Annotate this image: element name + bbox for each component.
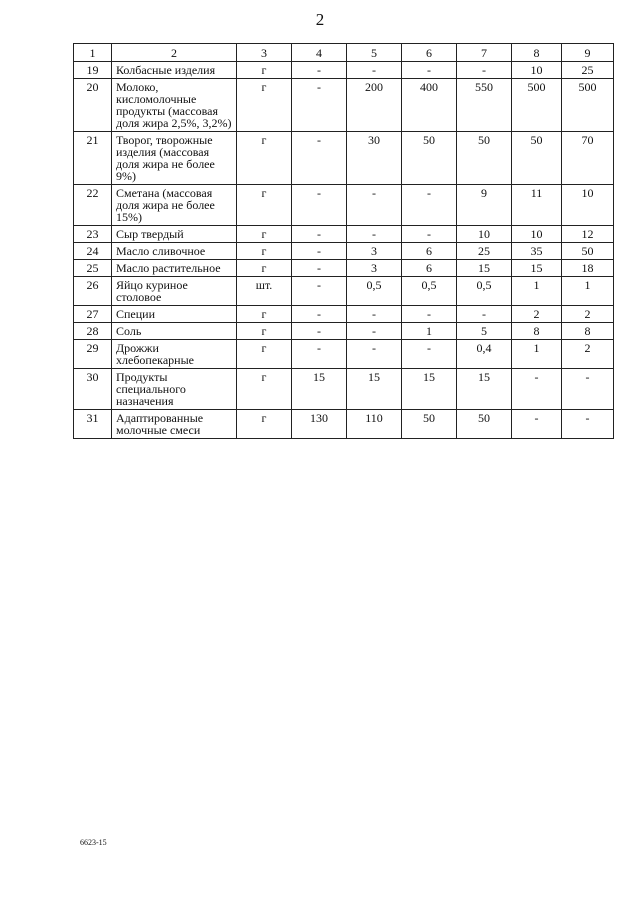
unit-cell: шт. bbox=[237, 277, 292, 306]
value-cell: - bbox=[292, 132, 347, 185]
value-cell: 2 bbox=[562, 340, 614, 369]
value-cell: - bbox=[402, 62, 457, 79]
value-cell: 50 bbox=[562, 243, 614, 260]
row-number-cell: 24 bbox=[74, 243, 112, 260]
product-name-cell: Сметана (массовая доля жира не более 15%) bbox=[112, 185, 237, 226]
row-number-cell: 21 bbox=[74, 132, 112, 185]
row-number-cell: 23 bbox=[74, 226, 112, 243]
header-cell: 2 bbox=[112, 44, 237, 62]
value-cell: 18 bbox=[562, 260, 614, 277]
value-cell: - bbox=[347, 306, 402, 323]
unit-cell: г bbox=[237, 62, 292, 79]
table-row bbox=[74, 243, 614, 260]
unit-cell: г bbox=[237, 306, 292, 323]
value-cell: 15 bbox=[457, 369, 512, 410]
product-name-cell: Продукты специального назначения bbox=[112, 369, 237, 410]
header-cell: 4 bbox=[292, 44, 347, 62]
value-cell: 130 bbox=[292, 410, 347, 439]
product-name-cell: Масло сливочное bbox=[112, 243, 237, 260]
product-name-cell: Соль bbox=[112, 323, 237, 340]
value-cell: 6 bbox=[402, 243, 457, 260]
unit-cell: г bbox=[237, 226, 292, 243]
header-cell: 6 bbox=[402, 44, 457, 62]
header-cell: 9 bbox=[562, 44, 614, 62]
table-row bbox=[74, 185, 614, 226]
value-cell: - bbox=[512, 410, 562, 439]
value-cell: 1 bbox=[562, 277, 614, 306]
product-name-cell: Колбасные изделия bbox=[112, 62, 237, 79]
document-code: 6623-15 bbox=[80, 838, 107, 847]
value-cell: - bbox=[347, 323, 402, 340]
value-cell: 550 bbox=[457, 79, 512, 132]
value-cell: 0,5 bbox=[402, 277, 457, 306]
value-cell: - bbox=[292, 62, 347, 79]
row-number-cell: 28 bbox=[74, 323, 112, 340]
value-cell: 5 bbox=[457, 323, 512, 340]
value-cell: - bbox=[292, 340, 347, 369]
unit-cell: г bbox=[237, 243, 292, 260]
row-number-cell: 19 bbox=[74, 62, 112, 79]
value-cell: 30 bbox=[347, 132, 402, 185]
value-cell: - bbox=[292, 323, 347, 340]
unit-cell: г bbox=[237, 132, 292, 185]
value-cell: 15 bbox=[402, 369, 457, 410]
value-cell: 50 bbox=[457, 132, 512, 185]
value-cell: - bbox=[402, 226, 457, 243]
unit-cell: г bbox=[237, 410, 292, 439]
product-name-cell: Сыр твердый bbox=[112, 226, 237, 243]
value-cell: 50 bbox=[402, 132, 457, 185]
table-row bbox=[74, 306, 614, 323]
row-number-cell: 25 bbox=[74, 260, 112, 277]
value-cell: - bbox=[402, 185, 457, 226]
row-number-cell: 26 bbox=[74, 277, 112, 306]
row-number-cell: 31 bbox=[74, 410, 112, 439]
value-cell: - bbox=[347, 185, 402, 226]
value-cell: - bbox=[292, 185, 347, 226]
value-cell: 15 bbox=[292, 369, 347, 410]
header-cell: 7 bbox=[457, 44, 512, 62]
value-cell: 50 bbox=[402, 410, 457, 439]
value-cell: 15 bbox=[347, 369, 402, 410]
header-cell: 5 bbox=[347, 44, 402, 62]
value-cell: 35 bbox=[512, 243, 562, 260]
value-cell: 2 bbox=[562, 306, 614, 323]
value-cell: - bbox=[402, 340, 457, 369]
product-name-cell: Яйцо куриное столовое bbox=[112, 277, 237, 306]
value-cell: 25 bbox=[562, 62, 614, 79]
value-cell: 8 bbox=[562, 323, 614, 340]
unit-cell: г bbox=[237, 185, 292, 226]
value-cell: 110 bbox=[347, 410, 402, 439]
value-cell: - bbox=[292, 306, 347, 323]
unit-cell: г bbox=[237, 340, 292, 369]
value-cell: - bbox=[292, 277, 347, 306]
value-cell: 11 bbox=[512, 185, 562, 226]
value-cell: 3 bbox=[347, 260, 402, 277]
value-cell: 400 bbox=[402, 79, 457, 132]
header-cell: 1 bbox=[74, 44, 112, 62]
value-cell: 200 bbox=[347, 79, 402, 132]
product-name-cell: Дрожжи хлебопекарные bbox=[112, 340, 237, 369]
value-cell: 70 bbox=[562, 132, 614, 185]
row-number-cell: 27 bbox=[74, 306, 112, 323]
table-row bbox=[74, 226, 614, 243]
unit-cell: г bbox=[237, 369, 292, 410]
unit-cell: г bbox=[237, 260, 292, 277]
page-number: 2 bbox=[315, 10, 325, 29]
value-cell: - bbox=[292, 243, 347, 260]
unit-cell: г bbox=[237, 323, 292, 340]
value-cell: 8 bbox=[512, 323, 562, 340]
value-cell: 1 bbox=[512, 277, 562, 306]
table-row bbox=[74, 79, 614, 132]
header-cell: 3 bbox=[237, 44, 292, 62]
value-cell: 10 bbox=[457, 226, 512, 243]
header-cell: 8 bbox=[512, 44, 562, 62]
value-cell: 15 bbox=[512, 260, 562, 277]
value-cell: 10 bbox=[512, 226, 562, 243]
value-cell: - bbox=[292, 79, 347, 132]
table-row bbox=[74, 369, 614, 410]
value-cell: - bbox=[562, 369, 614, 410]
table-row bbox=[74, 132, 614, 185]
value-cell: 0,4 bbox=[457, 340, 512, 369]
value-cell: 15 bbox=[457, 260, 512, 277]
table-header-row bbox=[74, 44, 614, 62]
value-cell: 9 bbox=[457, 185, 512, 226]
table-row bbox=[74, 277, 614, 306]
row-number-cell: 29 bbox=[74, 340, 112, 369]
unit-cell: г bbox=[237, 79, 292, 132]
value-cell: - bbox=[347, 340, 402, 369]
value-cell: 2 bbox=[512, 306, 562, 323]
value-cell: - bbox=[292, 260, 347, 277]
value-cell: - bbox=[562, 410, 614, 439]
value-cell: - bbox=[457, 62, 512, 79]
product-name-cell: Адаптированные молочные смеси bbox=[112, 410, 237, 439]
value-cell: - bbox=[457, 306, 512, 323]
value-cell: 500 bbox=[512, 79, 562, 132]
value-cell: - bbox=[347, 226, 402, 243]
table-row bbox=[74, 62, 614, 79]
value-cell: 0,5 bbox=[347, 277, 402, 306]
value-cell: 50 bbox=[512, 132, 562, 185]
value-cell: 12 bbox=[562, 226, 614, 243]
table-row bbox=[74, 323, 614, 340]
value-cell: 500 bbox=[562, 79, 614, 132]
table-row bbox=[74, 340, 614, 369]
value-cell: - bbox=[402, 306, 457, 323]
value-cell: 6 bbox=[402, 260, 457, 277]
value-cell: 25 bbox=[457, 243, 512, 260]
product-name-cell: Масло растительное bbox=[112, 260, 237, 277]
value-cell: 10 bbox=[562, 185, 614, 226]
value-cell: 1 bbox=[402, 323, 457, 340]
value-cell: 0,5 bbox=[457, 277, 512, 306]
value-cell: - bbox=[512, 369, 562, 410]
value-cell: - bbox=[292, 226, 347, 243]
table-row bbox=[74, 260, 614, 277]
value-cell: 10 bbox=[512, 62, 562, 79]
product-name-cell: Специи bbox=[112, 306, 237, 323]
row-number-cell: 22 bbox=[74, 185, 112, 226]
product-name-cell: Творог, творожные изделия (массовая доля жира не более 9%) bbox=[112, 132, 237, 185]
value-cell: 3 bbox=[347, 243, 402, 260]
row-number-cell: 20 bbox=[74, 79, 112, 132]
food-norms-table bbox=[73, 43, 614, 439]
value-cell: 50 bbox=[457, 410, 512, 439]
value-cell: - bbox=[347, 62, 402, 79]
row-number-cell: 30 bbox=[74, 369, 112, 410]
table-row bbox=[74, 410, 614, 439]
value-cell: 1 bbox=[512, 340, 562, 369]
product-name-cell: Молоко, кисломолочные продукты (массовая доля жира 2,5%, 3,2%) bbox=[112, 79, 237, 132]
